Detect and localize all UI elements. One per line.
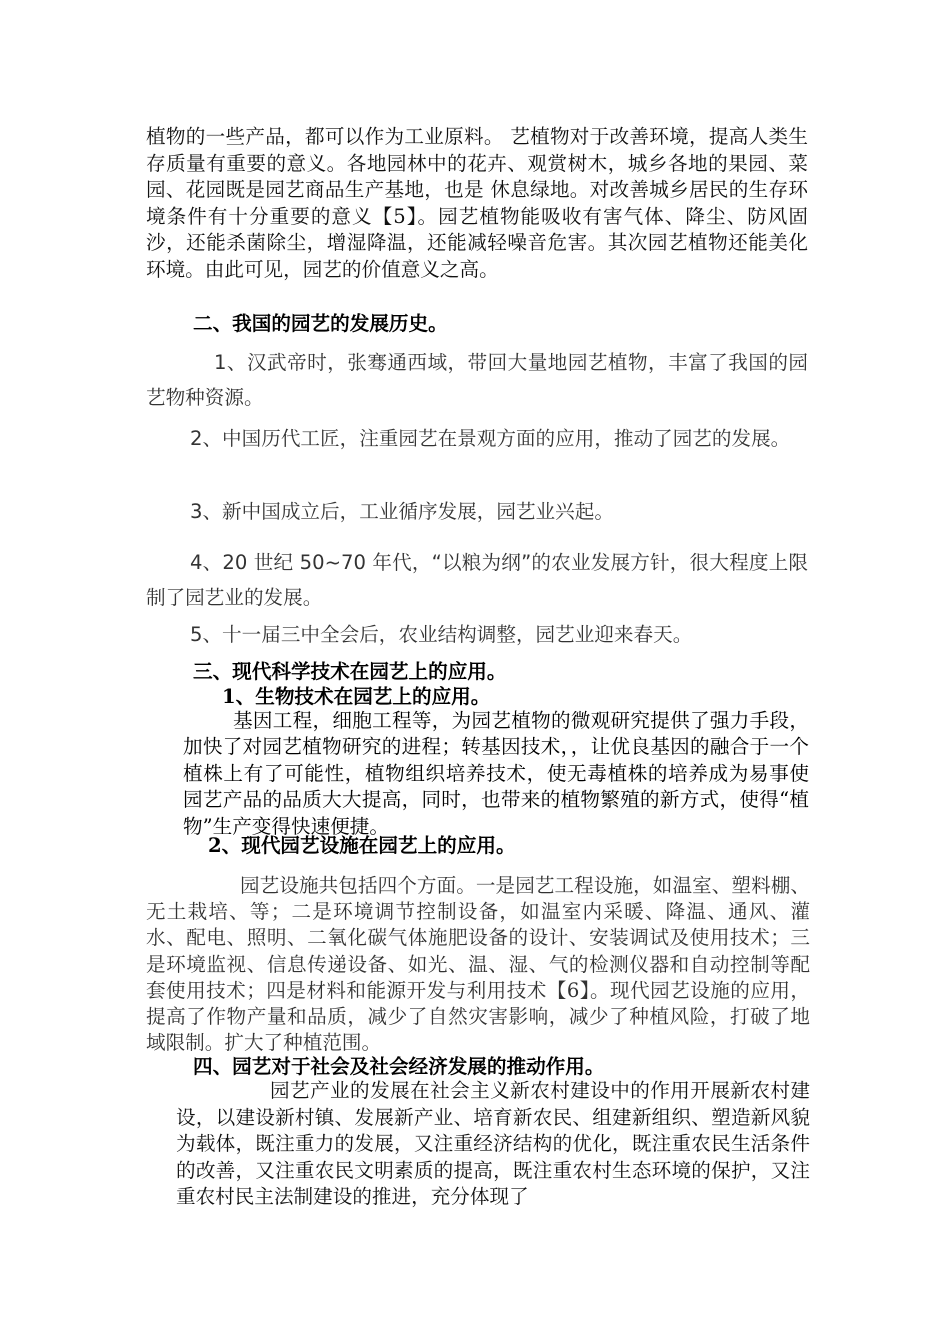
history-item-4: 4、20 世纪 50~70 年代，“以粮为纲”的农业发展方针，很大程度上限制了园艺业的发展。 (146, 551, 808, 609)
subsection-3-2-heading: 2、现代园艺设施在园艺上的应用。 (208, 834, 516, 857)
history-item-5: 5、十一届三中全会后，农业结构调整，园艺业迎来春天。 (190, 623, 693, 646)
section-4-paragraph: 园艺产业的发展在社会主义新农村建设中的作用开展新农村建设，以建设新村镇、发展新产业、培育新农民、组建新组织、塑造新风貌为载体，既注重力的发展，又注重经济结构的优化，既注重农民生活条件的改善，又注重农民文明素质的提高，既注重农村生态环境的保护，又注重农村民主法制建设的推进，充分体现了 (176, 1079, 810, 1208)
intro-paragraph: 植物的一些产品，都可以作为工业原料。 艺植物对于改善环境，提高人类生存质量有重要的意义。各地园林中的花卉、观赏树木，城乡各地的果园、菜园、花园既是园艺商品生产基地，也是 休息绿地。对改善城乡居民的生存环境条件有十分重要的意义【5】。园艺植物能吸收有害气体、降尘、防风固沙，还能杀菌除尘，增湿降温，还能减轻噪音危害。其次园艺植物还能美化环境。由此可见，园艺的价值意义之高。 (146, 125, 808, 281)
history-item-3: 3、新中国成立后，工业循序发展，园艺业兴起。 (190, 500, 614, 523)
section-4-heading: 四、园艺对于社会及社会经济发展的推动作用。 (193, 1055, 605, 1078)
section-3-heading: 三、现代科学技术在园艺上的应用。 (193, 660, 507, 683)
history-item-1: 1、汉武帝时，张骞通西域，带回大量地园艺植物，丰富了我国的园艺物种资源。 (146, 351, 808, 409)
section-2-heading: 二、我国的园艺的发展历史。 (193, 312, 448, 335)
history-item-2: 2、中国历代工匠，注重园艺在景观方面的应用，推动了园艺的发展。 (190, 427, 791, 450)
subsection-3-1-heading: 1、生物技术在园艺上的应用。 (222, 685, 491, 708)
facilities-paragraph: 园艺设施共包括四个方面。一是园艺工程设施，如温室、塑料棚、无土栽培、等；二是环境调节控制设备，如温室内采暖、降温、通风、灌水、配电、照明、二氧化碳气体施肥设备的设计、安装调试及使用技术；三是环境监视、信息传递设备、如光、温、湿、气的检测仪器和自动控制等配套使用技术；四是材料和能源开发与利用技术【6】。现代园艺设施的应用，提高了作物产量和品质，减少了自然灾害影响，减少了种植风险，打破了地域限制。扩大了种植范围。 (146, 874, 810, 1055)
biotech-paragraph: 基因工程，细胞工程等，为园艺植物的微观研究提供了强力手段，加快了对园艺植物研究的进程；转基因技术，，让优良基因的融合于一个植株上有了可能性，植物组织培养技术，使无毒植株的培养成为易事使园艺产品的品质大大提高，同时，也带来的植物繁殖的新方式，使得“植物”生产变得快速便捷。 (183, 709, 809, 838)
